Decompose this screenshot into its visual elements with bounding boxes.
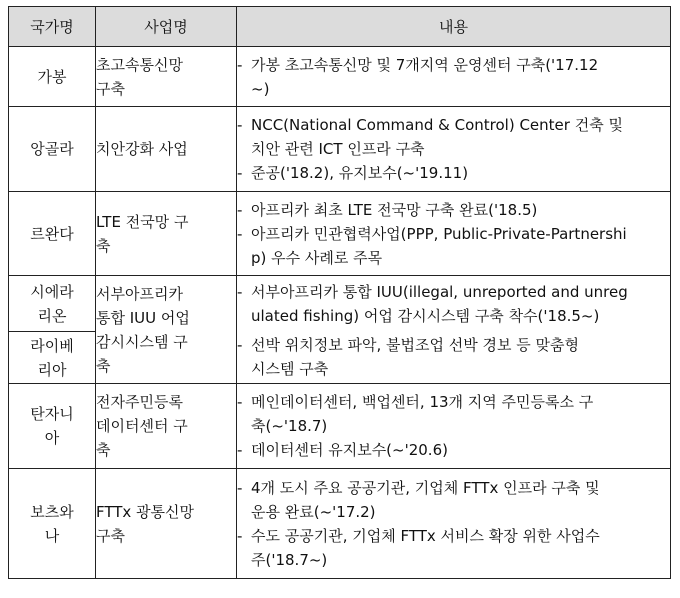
project-name-line: 구축 — [96, 79, 125, 98]
content-bullet: - 메인데이터센터, 백업센터, 13개 지역 주민등록소 구 축(~'18.7) — [237, 390, 670, 438]
table-header-row — [9, 7, 671, 47]
content-line: 주('18.7~) — [251, 550, 328, 569]
table-row — [9, 384, 671, 469]
project-name-line: 서부아프리카 — [96, 284, 183, 303]
content-bullet: - 가봉 초고속통신망 및 7개지역 운영센터 구축('17.12 ~) — [237, 53, 670, 101]
country-name-line: 나 — [44, 526, 60, 545]
project-cell — [96, 192, 237, 276]
project-name-line: 감시시스템 구 — [96, 332, 188, 351]
project-name-line: 치안강화 사업 — [96, 140, 188, 158]
project-cell — [96, 47, 237, 107]
country-name-line: 라이베 — [30, 336, 74, 355]
country-cell — [9, 192, 96, 276]
country-cell — [9, 107, 96, 192]
content-cell — [237, 276, 671, 332]
table-row — [9, 469, 671, 579]
project-name-line: FTTx 광통신망 — [96, 502, 195, 521]
project-name-line: 통합 IUU 어업 — [96, 308, 190, 327]
content-line: 시스템 구축 — [251, 360, 329, 379]
country-cell — [9, 469, 96, 579]
content-line: 준공('18.2), 유지보수(~'19.11) — [251, 164, 469, 182]
country-name: 앙골라 — [30, 140, 74, 158]
content-line: 가봉 초고속통신망 및 7개지역 운영센터 구축('17.12 — [251, 55, 599, 74]
project-cell — [96, 469, 237, 579]
content-line: ~) — [251, 79, 270, 98]
project-name-line: 축 — [96, 441, 111, 459]
content-bullet: - 준공('18.2), 유지보수(~'19.11) — [237, 161, 670, 185]
content-bullet: - 아프리카 민관협력사업(PPP, Public-Private-Partnershi p) 우수 사례로 주목 — [237, 222, 670, 270]
country-cell — [9, 276, 96, 332]
country-name-line: 아 — [44, 429, 60, 447]
country-name-line: 보츠와 — [30, 502, 74, 521]
country-cell — [9, 332, 96, 384]
content-cell — [237, 192, 671, 276]
header-content: 내용 — [237, 7, 671, 47]
country-name-line: 시에라 — [30, 282, 74, 301]
project-name-line: 전자주민등록 — [96, 393, 183, 411]
project-name-line: 구축 — [96, 526, 125, 545]
content-line: 축(~'18.7) — [251, 417, 328, 435]
content-bullet: - 데이터센터 유지보수(~'20.6) — [237, 438, 670, 462]
content-line: ulated fishing) 어업 감시시스템 구축 착수('18.5~) — [251, 306, 600, 325]
content-line: 4개 도시 주요 공공기관, 기업체 FTTx 인프라 구축 및 — [251, 478, 600, 497]
content-cell — [237, 332, 671, 384]
table-row — [9, 276, 671, 332]
content-line: 아프리카 최초 LTE 전국망 구축 완료('18.5) — [251, 200, 538, 219]
content-line: p) 우수 사례로 주목 — [251, 248, 383, 267]
content-bullet: - 수도 공공기관, 기업체 FTTx 서비스 확장 위한 사업수 주('18.7~) — [237, 524, 670, 572]
country-cell — [9, 384, 96, 469]
content-line: NCC(National Command & Control) Center 건축 및 — [251, 116, 623, 134]
project-name-line: 초고속통신망 — [96, 55, 183, 74]
content-line: 서부아프리카 통합 IUU(illegal, unreported and unreg — [251, 282, 628, 301]
project-cell — [96, 276, 237, 384]
project-cell — [96, 384, 237, 469]
content-cell — [237, 469, 671, 579]
content-bullet: - 선박 위치정보 파악, 불법조업 선박 경보 등 맞춤형 시스템 구축 — [237, 333, 670, 381]
header-country: 국가명 — [9, 7, 96, 47]
table-row — [9, 107, 671, 192]
project-name-line: 데이터센터 구 — [96, 417, 188, 435]
content-bullet: - 4개 도시 주요 공공기관, 기업체 FTTx 인프라 구축 및 운용 완료(~'17.2) — [237, 476, 670, 524]
header-project: 사업명 — [96, 7, 237, 47]
content-line: 치안 관련 ICT 인프라 구축 — [251, 140, 425, 158]
country-name-line: 리온 — [37, 306, 67, 325]
country-name: 가봉 — [37, 67, 67, 86]
country-cell — [9, 47, 96, 107]
project-name-line: 축 — [96, 356, 111, 375]
table-row — [9, 192, 671, 276]
content-line: 메인데이터센터, 백업센터, 13개 지역 주민등록소 구 — [251, 393, 594, 411]
content-line: 데이터센터 유지보수(~'20.6) — [251, 441, 448, 459]
country-name: 르완다 — [30, 224, 74, 243]
project-name-line: 축 — [96, 236, 111, 255]
project-name-line: LTE 전국망 구 — [96, 212, 189, 231]
content-bullet: - 서부아프리카 통합 IUU(illegal, unreported and unreg ulated fishing) 어업 감시시스템 구축 착수('18.5~) — [237, 280, 670, 328]
content-cell — [237, 107, 671, 192]
content-line: 수도 공공기관, 기업체 FTTx 서비스 확장 위한 사업수 — [251, 526, 600, 545]
content-bullet: - NCC(National Command & Control) Center 건축 및 치안 관련 ICT 인프라 구축 — [237, 113, 670, 161]
country-name-line: 탄자니 — [30, 405, 74, 423]
table-row — [9, 47, 671, 107]
country-name-line: 리아 — [37, 360, 67, 379]
content-cell — [237, 47, 671, 107]
content-bullet: - 아프리카 최초 LTE 전국망 구축 완료('18.5) — [237, 198, 670, 222]
content-line: 선박 위치정보 파악, 불법조업 선박 경보 등 맞춤형 — [251, 336, 579, 355]
content-cell — [237, 384, 671, 469]
content-line: 운용 완료(~'17.2) — [251, 502, 376, 521]
country-project-table — [8, 6, 671, 579]
project-cell — [96, 107, 237, 192]
content-line: 아프리카 민관협력사업(PPP, Public-Private-Partnershi — [251, 224, 627, 243]
